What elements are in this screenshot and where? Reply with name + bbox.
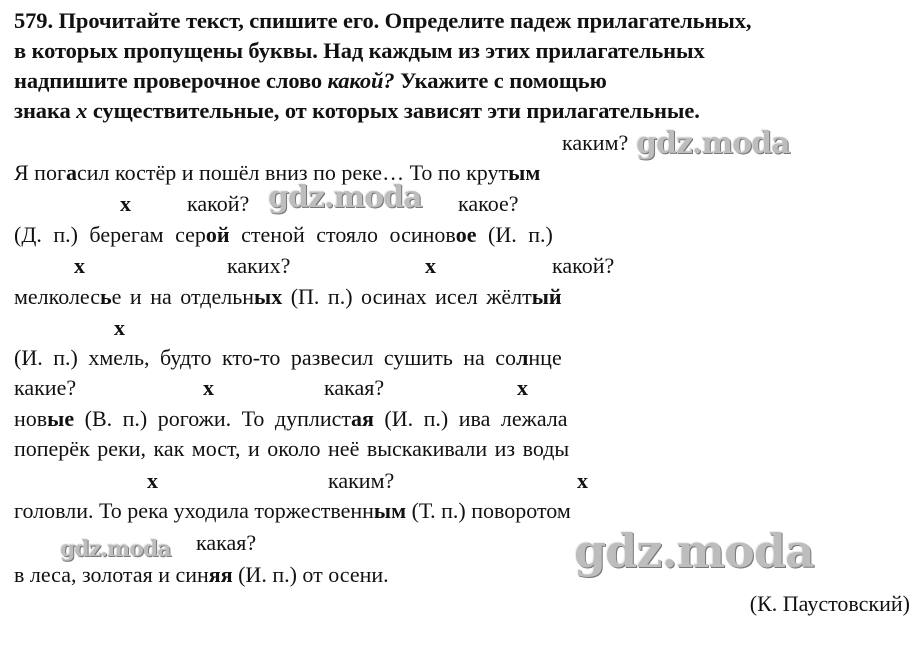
noun-x-mark: х (74, 253, 85, 278)
task-statement (14, 6, 914, 126)
noun-x-mark: х (147, 468, 158, 493)
question-mark-label: какой? (187, 191, 250, 216)
question-mark-label: каким? (328, 468, 395, 493)
noun-x-mark: х (114, 315, 125, 340)
question-mark-label: какие? (14, 375, 77, 400)
watermark-logo: gdz.moda (574, 524, 814, 578)
text-line-1: Я погасил костёр и пошёл вниз по реке… То по крутым (14, 160, 541, 185)
task-line-1: 579. Прочитайте текст, спишите его. Определите падеж прилагательных, (14, 8, 752, 33)
text-line-7: головли. То река уходила торжественным (Т. п.) поворотом (14, 498, 571, 523)
text-line-8: в леса, золотая и синяя (И. п.) от осени. (14, 562, 389, 587)
question-mark-label: какое? (458, 191, 519, 216)
author-attribution: (К. Паустовский) (749, 591, 910, 616)
noun-x-mark: х (425, 253, 436, 278)
noun-x-mark: х (577, 468, 588, 493)
watermark-logo: gdz.moda (636, 126, 790, 161)
noun-x-mark: х (120, 191, 131, 216)
text-line-6: поперёк реки, как мост, и около неё выскакивали из воды (14, 436, 570, 461)
question-mark-label: какая? (196, 530, 257, 555)
noun-x-mark: х (517, 375, 528, 400)
question-mark-label: каких? (227, 253, 291, 278)
task-line-4: знака х существительные, от которых зависят эти прилагательные. (14, 98, 700, 123)
text-line-3: мелколесье и на отдельных (П. п.) осинах исел жёлтый (14, 284, 562, 309)
text-line-5: новые (В. п.) рогожи. То дуплистая (И. п.) ива лежала (14, 406, 568, 431)
task-line-3: надпишите проверочное слово какой? Укажите с помощью (14, 68, 607, 93)
watermark-logo: gdz.moda (268, 180, 422, 215)
text-line-4: (И. п.) хмель, будто кто-то развесил сушить на солнце (14, 345, 562, 370)
question-mark-label: какая? (324, 375, 385, 400)
question-mark-label: каким? (562, 130, 629, 155)
watermark-logo: gdz.moda (60, 536, 171, 562)
text-line-2: (Д. п.) берегам серой стеной стояло осиновое (И. п.) (14, 222, 553, 247)
task-line-2: в которых пропущены буквы. Над каждым из этих прилагательных (14, 38, 705, 63)
task-number: 579. (14, 8, 53, 33)
question-mark-label: какой? (552, 253, 615, 278)
noun-x-mark: х (203, 375, 214, 400)
